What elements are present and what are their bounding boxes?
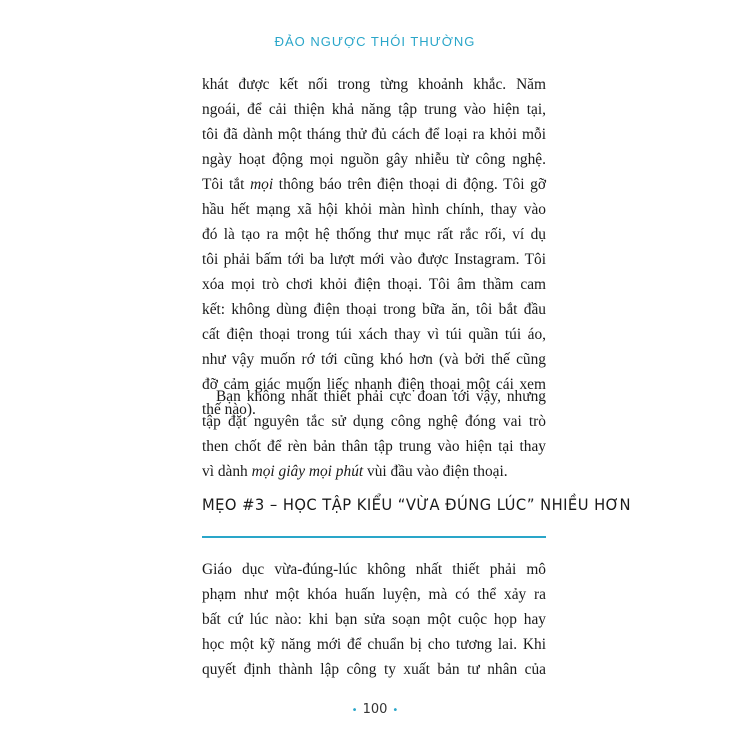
paragraph-1 (202, 72, 546, 422)
paragraph-3 (202, 557, 546, 682)
text-line: then chốt để rèn bản thân tập trung vào hiện tại thay (202, 438, 546, 455)
text-line: đó là tạo ra một hệ thống thư mục rất rắc rối, ví dụ (202, 226, 546, 243)
text-run: Tôi tắt (202, 176, 251, 193)
page-number-dot-right: • (392, 705, 399, 716)
text-line: bất cứ lúc nào: khi bạn sửa soạn một cuộc họp hay (202, 611, 546, 628)
text-line: tôi phải bấm tới ba lượt mới vào được Instagram. Tôi (202, 251, 546, 268)
page-number (0, 702, 750, 717)
text-line: xóa mọi trò chơi khỏi điện thoại. Tôi âm thầm cam (202, 276, 546, 293)
section-heading: MẸO #3 – HỌC TẬP KIỂU “VỪA ĐÚNG LÚC” NHIỀU HƠN (202, 495, 631, 514)
emphasis-text: mọi (250, 176, 274, 193)
text-line: hầu hết mạng xã hội khỏi màn hình chính, thay vào (202, 201, 546, 218)
text-line: Bạn không nhất thiết phải cực đoan tới vậy, nhưng (216, 388, 546, 405)
text-line: ngày hoạt động mọi nguồn gây nhiễu từ công nghệ. (202, 151, 546, 168)
text-run: thông báo trên điện thoại di động. Tôi gỡ (273, 176, 547, 193)
text-line: quyết định thành lập công ty xuất bản tư nhân của (202, 661, 546, 678)
text-line: Giáo dục vừa-đúng-lúc không nhất thiết phải mô (202, 561, 546, 578)
text-run: vì dành (202, 463, 252, 480)
page-number-value: 100 (362, 702, 388, 717)
text-line (202, 459, 546, 484)
page-number-dot-left: • (351, 705, 358, 716)
heading-underline (202, 536, 546, 538)
text-line: tôi đã dành một tháng thử đủ cách để loại ra khỏi mỗi (202, 126, 546, 143)
paragraph-2 (202, 384, 546, 484)
text-line: ngoái, để cải thiện khả năng tập trung vào hiện tại, (202, 101, 546, 118)
text-line: thế nào). (202, 401, 256, 418)
text-run: vùi đầu vào điện thoại. (363, 463, 508, 480)
text-line: khát được kết nối trong từng khoảnh khắc. Năm (202, 76, 546, 93)
emphasis-text: mọi giây mọi phút (251, 463, 364, 480)
text-line: như vậy muốn rớ tới cũng khó hơn (và bởi thế cũng (202, 351, 546, 368)
text-line: đỡ cảm giác muốn liếc nhanh điện thoại một cái xem (202, 376, 546, 393)
text-line: phạm như một khóa huấn luyện, mà có thể xảy ra (202, 586, 546, 603)
text-line: tập đặt nguyên tắc sử dụng công nghệ đóng vai trò (202, 413, 546, 430)
text-line: kết: không dùng điện thoại trong bữa ăn, tôi bắt đầu (202, 301, 546, 318)
text-line (202, 172, 546, 197)
text-line: học một kỹ năng mới để chuẩn bị cho tương lai. Khi (202, 636, 546, 653)
text-line: cất điện thoại trong túi xách thay vì túi quần túi áo, (202, 326, 546, 343)
running-header: ĐẢO NGƯỢC THÓI THƯỜNG (274, 34, 476, 49)
